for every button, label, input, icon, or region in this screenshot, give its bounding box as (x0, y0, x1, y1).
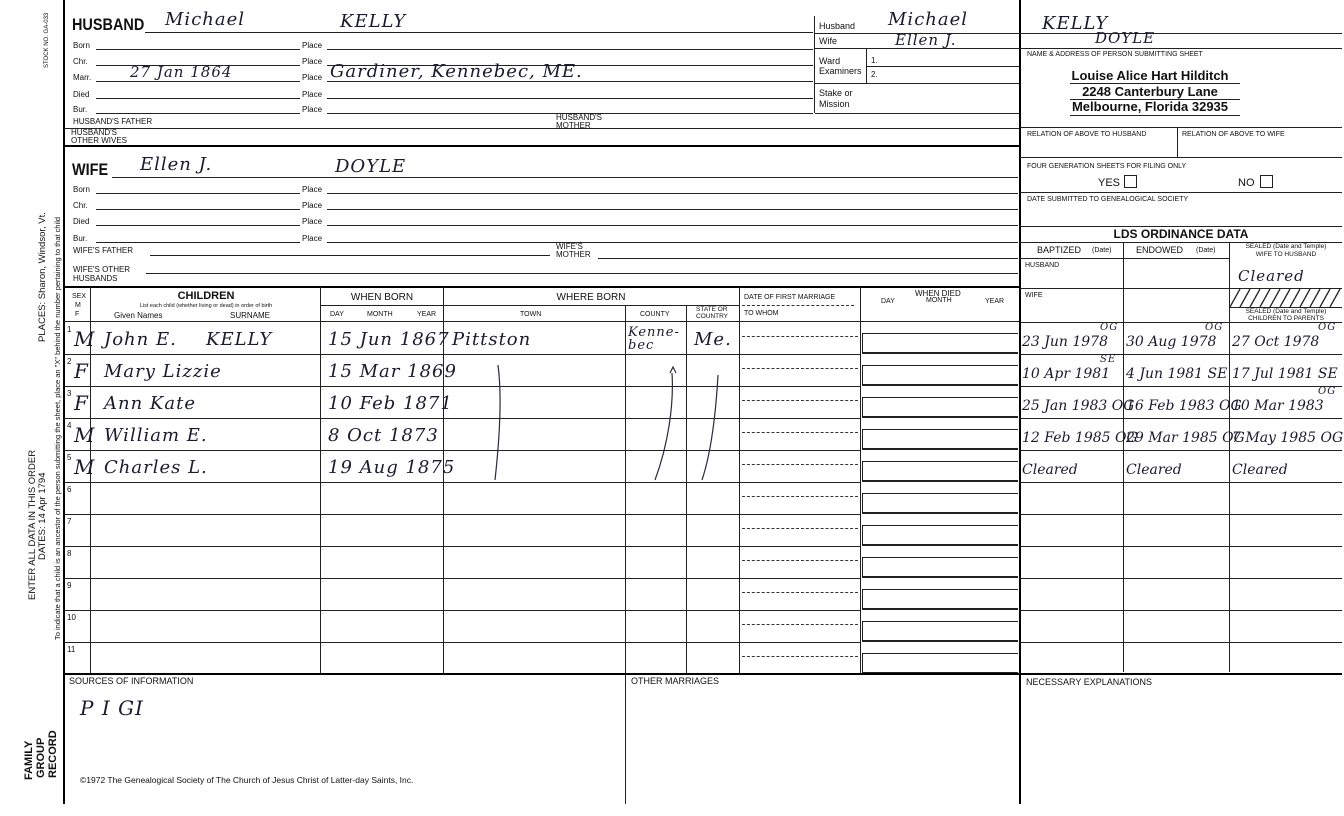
child-endowed: 30 Aug 1978 (1126, 334, 1217, 350)
sources-value: P I GI (80, 696, 144, 720)
child-sex: M (74, 423, 96, 447)
child-sealed: 17 Jul 1981 SE (1232, 366, 1338, 382)
marriage-place: Gardiner, Kennebec, ME. (330, 61, 583, 82)
endowed-label: ENDOWED (1136, 245, 1183, 255)
form-title-record: RECORD (47, 730, 59, 778)
child-birth-date: 15 Mar 1869 (328, 361, 457, 382)
child-endowed-temple: OG (1205, 322, 1224, 333)
right-husband-given: Michael (888, 9, 969, 30)
wife-label: WIFE (72, 160, 109, 179)
mission-label: Mission (819, 99, 850, 109)
four-gen-label: FOUR GENERATION SHEETS FOR FILING ONLY (1027, 163, 1187, 170)
ordinance-husband-label: HUSBAND (1025, 262, 1060, 269)
sources-label: SOURCES OF INFORMATION (69, 676, 194, 686)
to-whom-header: TO WHOM (744, 310, 779, 317)
state-header-2: COUNTRY (696, 313, 729, 320)
husband-chr-label: Chr. (73, 57, 88, 66)
wife-surname: DOYLE (335, 156, 407, 177)
child-sealed: Cleared (1232, 462, 1288, 478)
husbands-other-wives-label-1: HUSBAND'S (71, 128, 117, 137)
right-wife-label: Wife (819, 36, 837, 46)
wifes-other-husbands-label-1: WIFE'S OTHER (73, 265, 131, 274)
when-died-header: WHEN DIED (915, 289, 961, 298)
middle-box-border (814, 16, 815, 113)
examiner-2: 2. (871, 70, 878, 79)
sealed-children-label-1: SEALED (Date and Temple) (1245, 308, 1327, 315)
right-wife-surname: DOYLE (1095, 29, 1156, 47)
husband-surname: KELLY (340, 11, 407, 32)
wife-chr-place-label: Place (302, 201, 323, 210)
child-number: 8 (67, 549, 72, 558)
husband-chr-place-label: Place (302, 57, 323, 66)
marriage-date: 27 Jan 1864 (130, 63, 233, 81)
wife-sealed-value: Cleared (1238, 267, 1305, 285)
form-title-family: FAMILY (23, 740, 35, 780)
yes-checkbox[interactable] (1124, 175, 1137, 188)
ditto-marks (440, 355, 740, 495)
child-endowed: 16 Feb 1983 OG (1126, 398, 1242, 414)
endowed-date-label: (Date) (1196, 247, 1216, 254)
stock-number: STOCK NO. GA-033 (44, 12, 50, 68)
husbands-other-wives-label-2: OTHER WIVES (71, 136, 128, 145)
child-birth-town: Pittston (452, 329, 532, 350)
given-names-header: Given Names (114, 311, 163, 320)
baptized-label: BAPTIZED (1037, 245, 1082, 255)
other-marriages-label: OTHER MARRIAGES (631, 676, 720, 686)
copyright-text: ©1972 The Genealogical Society of The Church of Jesus Christ of Latter-day Saints, Inc. (80, 775, 414, 785)
sealed-children-label-2: CHILDREN TO PARENTS (1248, 315, 1324, 322)
born-year-header: YEAR (417, 311, 437, 318)
when-born-header: WHEN BORN (350, 292, 414, 303)
child-sex: F (74, 359, 89, 383)
died-day-header: DAY (881, 298, 895, 305)
child-birth-date: 10 Feb 1871 (328, 393, 453, 414)
relation-wife-label: RELATION OF ABOVE TO WIFE (1182, 131, 1285, 138)
husband-bur-label: Bur. (73, 105, 88, 114)
husband-label: HUSBAND (72, 15, 145, 34)
wife-given-name: Ellen J. (140, 154, 213, 175)
child-given-name: Charles L. (104, 457, 208, 478)
child-number: 7 (67, 517, 72, 526)
wife-bur-label: Bur. (73, 234, 88, 243)
died-year-header: YEAR (985, 298, 1005, 305)
submitter-name: Louise Alice Hart Hilditch (1071, 68, 1229, 83)
child-baptized: 12 Feb 1985 OG (1022, 430, 1138, 446)
husband-given-name: Michael (165, 9, 246, 30)
no-label: NO (1238, 177, 1255, 189)
examiner-1: 1. (871, 56, 878, 65)
child-baptized: 25 Jan 1983 OG (1022, 398, 1135, 414)
wife-bur-place-label: Place (302, 234, 323, 243)
ward-label: Ward (819, 56, 841, 66)
husband-died-label: Died (73, 90, 90, 99)
enter-all-data-label: ENTER ALL DATA IN THIS ORDER (27, 449, 38, 600)
examiners-label: Examiners (819, 66, 862, 76)
right-wife-given: Ellen J. (895, 31, 957, 49)
wifes-other-husbands-label-2: HUSBANDS (73, 274, 118, 283)
no-checkbox[interactable] (1260, 175, 1273, 188)
child-number: 1 (67, 325, 72, 334)
child-birth-date: 15 Jun 1867 (328, 329, 450, 350)
right-panel-border (1019, 0, 1021, 804)
submitter-street: 2248 Canterbury Lane (1082, 84, 1218, 99)
state-header-1: STATE OR (696, 306, 728, 313)
sex-m-header: M (75, 302, 81, 309)
husbands-mother-label-2: MOTHER (556, 121, 591, 130)
child-number: 10 (67, 613, 76, 622)
submitter-city: Melbourne, Florida 32935 (1071, 99, 1229, 114)
born-day-header: DAY (330, 311, 344, 318)
wife-born-place-label: Place (302, 185, 323, 194)
indicate-ancestor-note: To indicate that a child is an ancestor of the person submitting the sheet, place an "X" behind the number pertaining to that child (53, 216, 62, 640)
wifes-mother-label-1: WIFE'S (556, 242, 583, 251)
child-baptized-temple: SE (1100, 354, 1117, 365)
child-surname: KELLY (206, 329, 273, 350)
child-sealed: 7 May 1985 OG (1232, 430, 1344, 446)
child-baptized: 23 Jun 1978 (1022, 334, 1108, 350)
child-given-name: Mary Lizzie (104, 361, 222, 382)
wifes-mother-label-2: MOTHER (556, 250, 591, 259)
sealed-wife-label-1: SEALED (Date and Temple) (1245, 243, 1327, 250)
dates-example: DATES: 14 Apr 1794 (37, 472, 48, 560)
where-born-header: WHERE BORN (556, 292, 626, 303)
sealed-wife-label-2: WIFE TO HUSBAND (1255, 251, 1317, 258)
county-header: COUNTY (640, 311, 670, 318)
husband-marr-label: Marr. (73, 73, 92, 82)
husbands-mother-label-1: HUSBAND'S (556, 113, 602, 122)
left-border (63, 0, 65, 804)
necessary-explanations-label: NECESSARY EXPLANATIONS (1026, 677, 1153, 687)
husband-born-label: Born (73, 41, 90, 50)
first-marriage-header: DATE OF FIRST MARRIAGE (744, 294, 836, 301)
child-endowed: 29 Mar 1985 OG (1126, 430, 1245, 446)
born-month-header: MONTH (367, 311, 393, 318)
right-husband-surname: KELLY (1042, 13, 1109, 34)
child-number: 4 (67, 421, 72, 430)
child-sealed-temple: OG (1318, 386, 1337, 397)
child-given-name: William E. (104, 425, 208, 446)
child-number: 6 (67, 485, 72, 494)
baptized-date-label: (Date) (1092, 247, 1112, 254)
child-sex: M (74, 327, 96, 351)
child-number: 9 (67, 581, 72, 590)
child-sealed: 27 Oct 1978 (1232, 334, 1320, 350)
child-given-name: Ann Kate (104, 393, 196, 414)
wife-died-label: Died (73, 217, 90, 226)
sex-f-header: F (75, 311, 80, 318)
town-header: TOWN (520, 311, 542, 318)
relation-husband-label: RELATION OF ABOVE TO HUSBAND (1027, 131, 1147, 138)
form-title-group: GROUP (35, 737, 47, 778)
ordinance-wife-label: WIFE (1025, 292, 1043, 299)
child-number: 11 (67, 645, 76, 654)
child-number: 5 (67, 453, 72, 462)
child-baptized-temple: OG (1100, 322, 1119, 333)
hatched-box (1230, 289, 1342, 307)
child-baptized: 10 Apr 1981 (1022, 366, 1111, 382)
child-sealed-temple: OG (1318, 322, 1337, 333)
yes-label: YES (1098, 177, 1121, 189)
husband-died-place-label: Place (302, 90, 323, 99)
sex-header: SEX (72, 293, 87, 300)
wife-died-place-label: Place (302, 217, 323, 226)
wifes-father-label: WIFE'S FATHER (73, 246, 134, 255)
children-note: List each child (whether living or dead) in order of birth (139, 303, 273, 309)
stake-label: Stake or (819, 88, 853, 98)
surname-header: SURNAME (230, 311, 271, 320)
lds-ordinance-title: LDS ORDINANCE DATA (1113, 227, 1249, 241)
husband-bur-place-label: Place (302, 105, 323, 114)
died-month-header: MONTH (926, 297, 952, 304)
husband-born-place-label: Place (302, 41, 323, 50)
child-sealed: 10 Mar 1983 (1232, 398, 1324, 414)
children-header: CHILDREN (177, 290, 235, 302)
places-example: PLACES: Sharon, Windsor, Vt. (37, 212, 48, 342)
child-birth-county: Kenne-bec (628, 325, 680, 353)
husband-marr-place-label: Place (302, 73, 323, 82)
child-birth-state: Me. (694, 329, 732, 350)
child-birth-date: 19 Aug 1875 (328, 457, 456, 478)
child-endowed: Cleared (1126, 462, 1182, 478)
wife-chr-label: Chr. (73, 201, 88, 210)
child-birth-date: 8 Oct 1873 (328, 425, 439, 446)
wife-born-label: Born (73, 185, 90, 194)
child-number: 3 (67, 389, 72, 398)
husbands-father-label: HUSBAND'S FATHER (73, 117, 153, 126)
right-husband-label: Husband (819, 21, 856, 31)
submitter-header: NAME & ADDRESS OF PERSON SUBMITTING SHEET (1027, 51, 1203, 58)
child-number: 2 (67, 357, 72, 366)
child-baptized: Cleared (1022, 462, 1078, 478)
child-endowed: 4 Jun 1981 SE (1126, 366, 1228, 382)
date-submitted-label: DATE SUBMITTED TO GENEALOGICAL SOCIETY (1027, 196, 1189, 203)
child-given-name: John E. (104, 329, 177, 350)
child-sex: F (74, 391, 89, 415)
child-sex: M (74, 455, 96, 479)
